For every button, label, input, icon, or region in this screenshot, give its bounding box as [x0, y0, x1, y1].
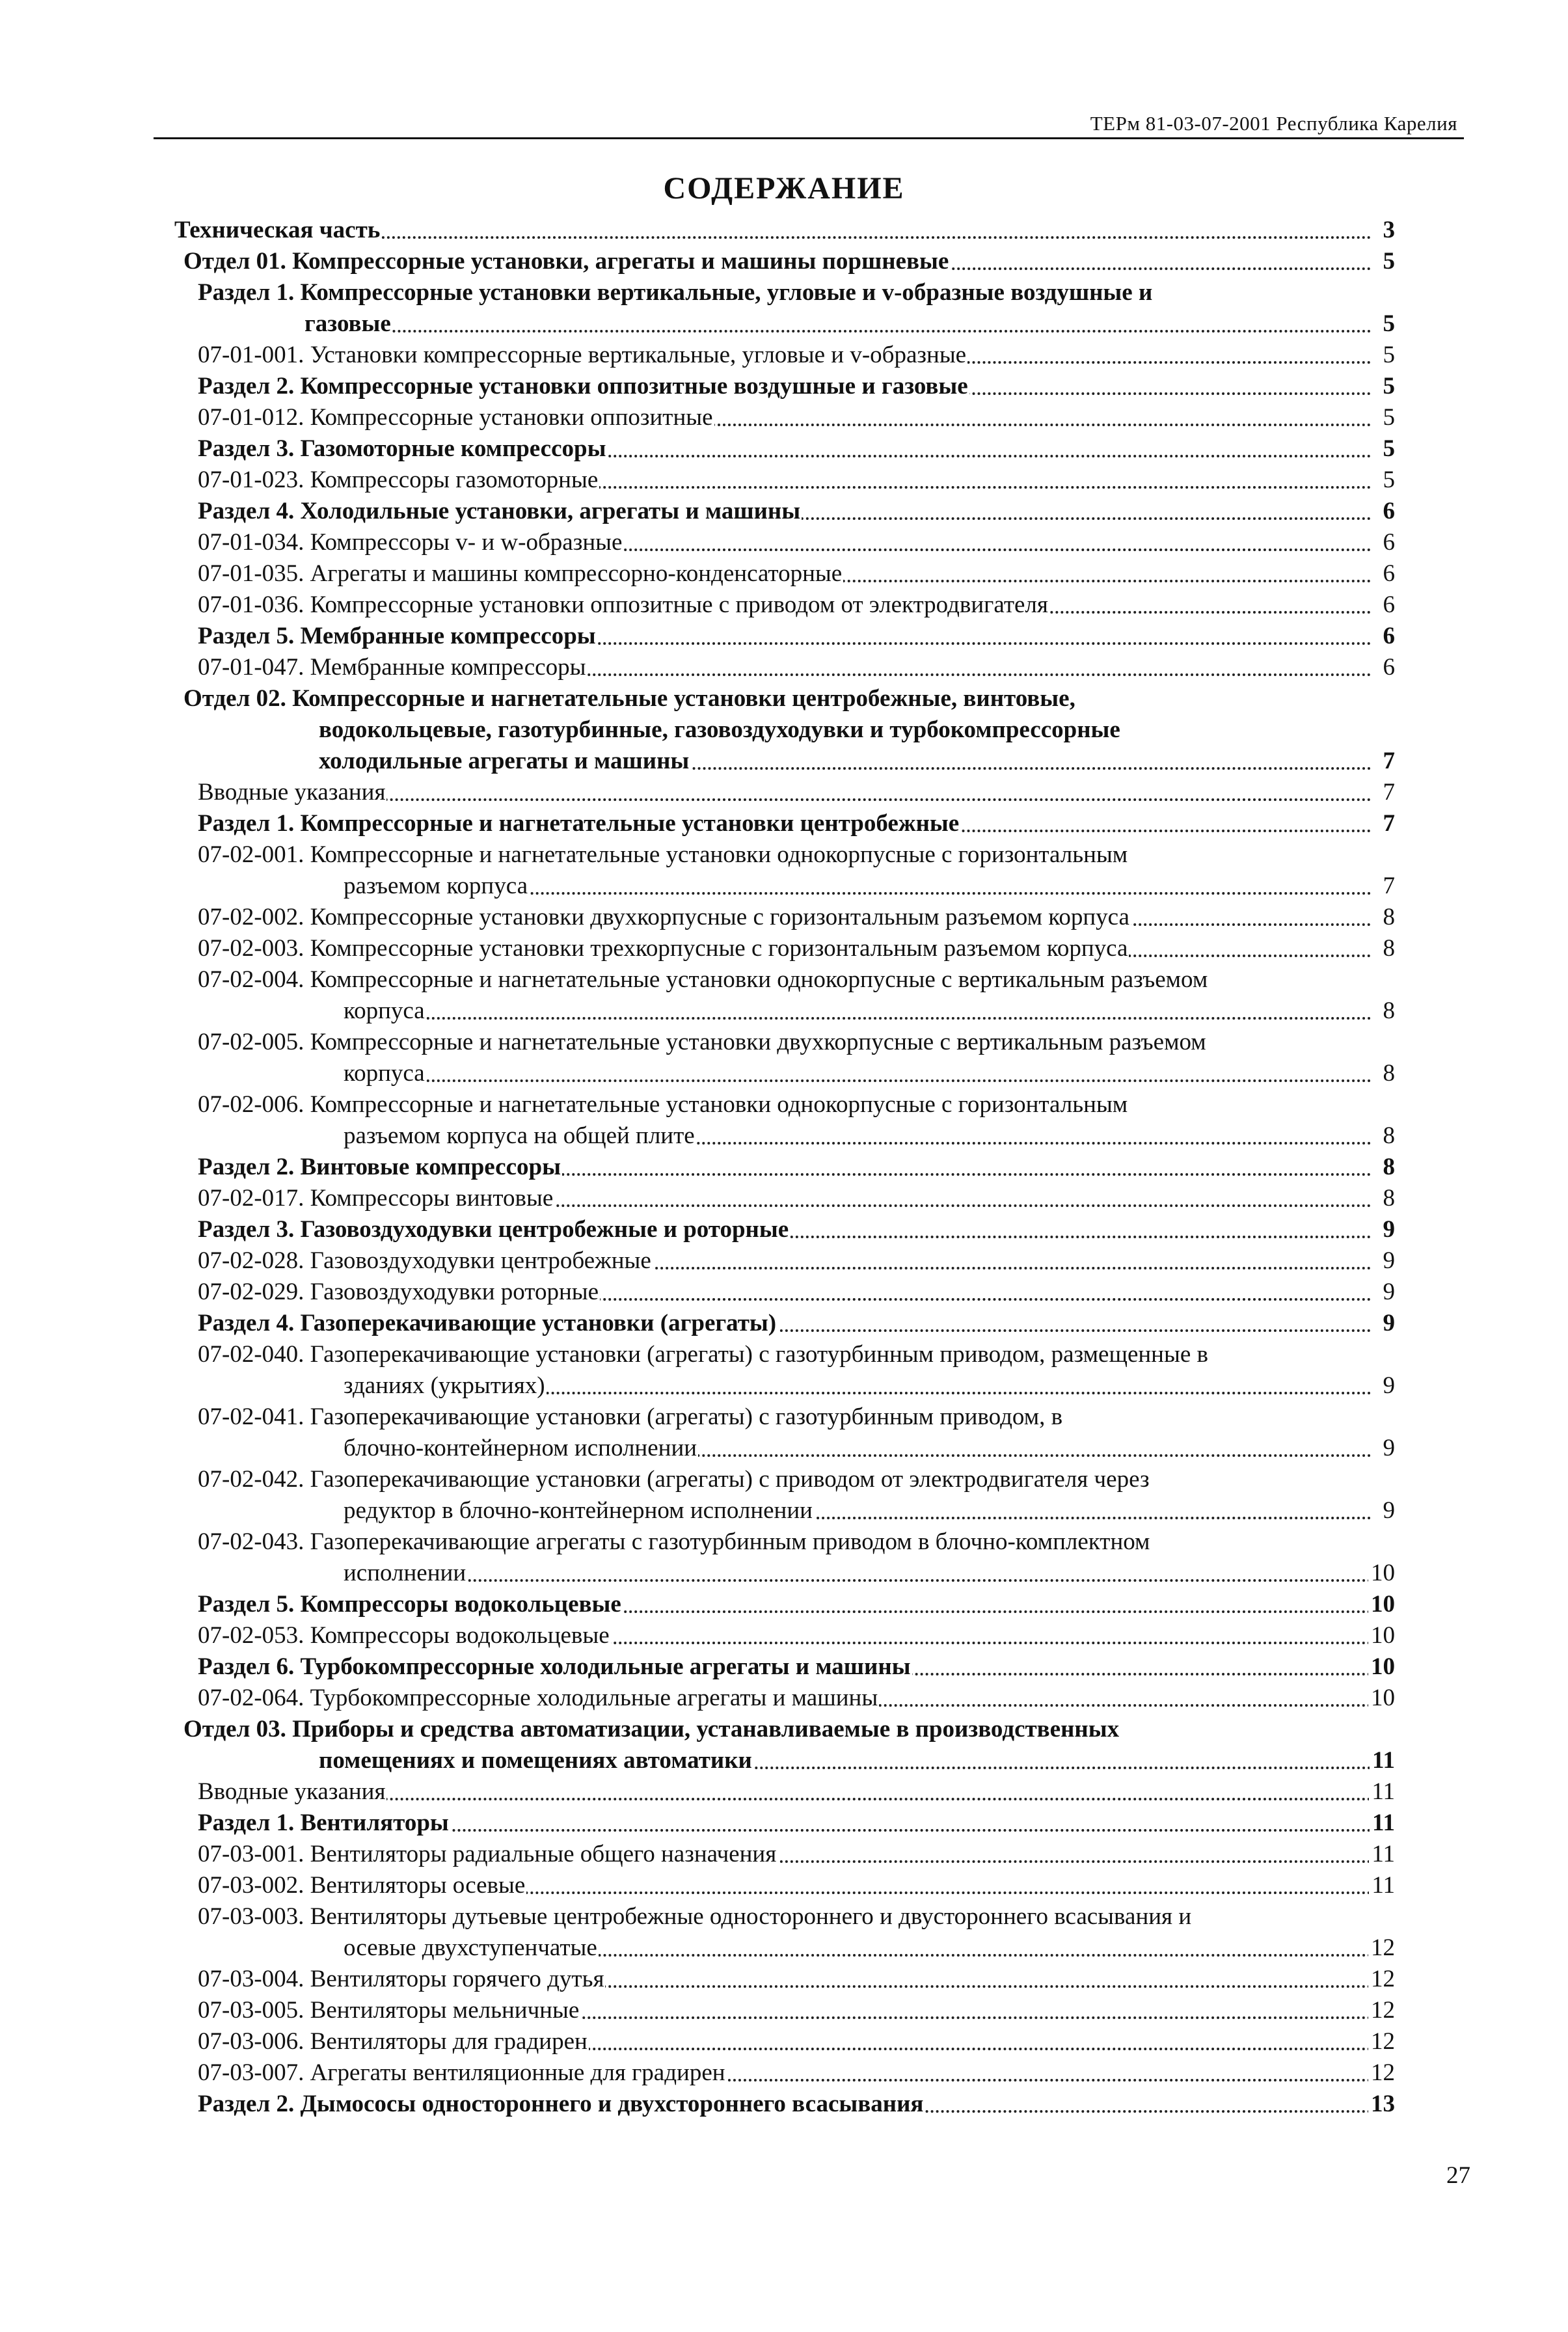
toc-entry: [0, 1308, 1568, 1339]
toc-entry-title: 07-02-004. Компрессорные и нагнетательные установки однокорпусные с вертикальным разъемом: [198, 966, 1208, 993]
toc-entry-title: 07-01-034. Компрессоры v- и w-образные: [198, 527, 623, 558]
toc-entry-page: 9: [1381, 1433, 1396, 1464]
toc-entry-page: 11: [1369, 1870, 1395, 1901]
toc-entry: [0, 402, 1568, 433]
toc-leader-dots: [344, 1558, 1372, 1589]
toc-entry: [0, 839, 1568, 871]
toc-leader-dots: [344, 1058, 1372, 1089]
toc-leader-dots: [344, 996, 1372, 1027]
toc-entry-title: 07-02-017. Компрессоры винтовые: [198, 1183, 554, 1214]
toc-entry: [0, 1808, 1568, 1839]
toc-entry: [0, 2026, 1568, 2057]
toc-entry-page: 10: [1368, 1558, 1395, 1589]
toc-entry: [0, 246, 1568, 277]
running-header: [154, 100, 1464, 139]
toc-entry-title: 07-03-001. Вентиляторы радиальные общего назначения: [198, 1839, 777, 1870]
toc-entry-page: 11: [1370, 1808, 1395, 1839]
toc-entry: [0, 1964, 1568, 1995]
toc-entry-title: Раздел 4. Газоперекачивающие установки (агрегаты): [198, 1308, 777, 1339]
toc-entry: [0, 1932, 1568, 1964]
toc-entry: [0, 714, 1568, 746]
toc-entry-title: Раздел 2. Винтовые компрессоры: [198, 1152, 562, 1183]
toc-entry-page: 5: [1381, 465, 1396, 496]
toc-entry: [0, 1683, 1568, 1714]
toc-entry-page: 8: [1381, 1058, 1396, 1089]
toc-entry: [0, 777, 1568, 808]
toc-entry-title: 07-02-042. Газоперекачивающие установки (агрегаты) с приводом от электродвигателя через: [198, 1466, 1150, 1493]
toc-entry-title: разъемом корпуса: [344, 871, 529, 902]
toc-entry-title: осевые двухступенчатые: [344, 1932, 599, 1964]
toc-entry: [0, 1776, 1568, 1808]
toc-entry: [0, 1339, 1568, 1370]
toc-entry-page: 7: [1381, 871, 1396, 902]
toc-entry: [0, 1558, 1568, 1589]
toc-entry-page: 11: [1369, 1839, 1395, 1870]
toc-entry-page: 7: [1381, 808, 1396, 839]
toc-entry-page: 6: [1381, 590, 1396, 621]
toc-entry-title: Отдел 01. Компрессорные установки, агрегаты и машины поршневые: [183, 246, 950, 277]
toc-entry-title: 07-02-029. Газовоздуходувки роторные: [198, 1277, 600, 1308]
toc-entry: [0, 277, 1568, 308]
toc-entry-page: 12: [1368, 1932, 1395, 1964]
toc-entry-title: Техническая часть: [174, 215, 381, 246]
toc-entry-page: 6: [1381, 496, 1396, 527]
toc-entry: [0, 871, 1568, 902]
toc-entry: [0, 1651, 1568, 1683]
toc-entry-title: 07-02-040. Газоперекачивающие установки (агрегаты) с газотурбинным приводом, размещенные в: [198, 1341, 1208, 1368]
toc-entry: [0, 1183, 1568, 1214]
toc-entry-title: 07-01-035. Агрегаты и машины компрессорно-конденсаторные: [198, 558, 843, 590]
toc-entry: [0, 1152, 1568, 1183]
toc-entry-title: 07-02-041. Газоперекачивающие установки (агрегаты) с газотурбинным приводом, в: [198, 1403, 1063, 1430]
toc-entry-title: 07-03-006. Вентиляторы для градирен: [198, 2026, 589, 2057]
toc-entry-title: 07-02-043. Газоперекачивающие агрегаты с газотурбинным приводом в блочно-комплектном: [198, 1528, 1150, 1555]
toc-entry-title: 07-03-002. Вентиляторы осевые: [198, 1870, 526, 1901]
toc-entry-page: 5: [1381, 340, 1396, 371]
toc-entry-page: 8: [1381, 933, 1396, 964]
toc-entry-title: помещениях и помещениях автоматики: [319, 1745, 753, 1776]
toc-entry-title: Раздел 2. Компрессорные установки оппозитные воздушные и газовые: [198, 371, 969, 402]
toc-entry: [0, 496, 1568, 527]
toc-entry-page: 6: [1381, 621, 1396, 652]
toc-entry: [0, 1245, 1568, 1277]
toc-entry-title: 07-03-005. Вентиляторы мельничные: [198, 1995, 580, 2026]
toc-entry-page: 12: [1368, 1964, 1395, 1995]
toc-entry-page: 7: [1381, 746, 1396, 777]
toc-entry-title: Отдел 02. Компрессорные и нагнетательные установки центробежные, винтовые,: [183, 685, 1075, 712]
toc-entry-page: 11: [1369, 1776, 1395, 1808]
toc-entry-title: Вводные указания: [198, 1776, 386, 1808]
toc-entry-title: водокольцевые, газотурбинные, газовоздуходувки и турбокомпрессорные: [319, 716, 1120, 743]
toc-entry-title: 07-02-028. Газовоздуходувки центробежные: [198, 1245, 653, 1277]
toc-entry-title: корпуса: [344, 1058, 426, 1089]
toc-entry-title: Отдел 03. Приборы и средства автоматизации, устанавливаемые в производственных: [183, 1716, 1120, 1742]
toc-entry: [0, 1870, 1568, 1901]
toc-entry: [0, 1027, 1568, 1058]
toc-entry-page: 3: [1381, 215, 1396, 246]
toc-entry: [0, 996, 1568, 1027]
toc-entry: [0, 902, 1568, 933]
toc-entry: [0, 1714, 1568, 1745]
toc-entry-title: 07-02-053. Компрессоры водокольцевые: [198, 1620, 611, 1651]
toc-entry-page: 12: [1368, 1995, 1395, 2026]
toc-entry-title: 07-02-064. Турбокомпрессорные холодильные агрегаты и машины: [198, 1683, 879, 1714]
toc-entry-title: холодильные агрегаты и машины: [319, 746, 690, 777]
toc-entry: [0, 2089, 1568, 2120]
toc-entry: [0, 1402, 1568, 1433]
toc-leader-dots: [304, 308, 1372, 340]
toc-entry-page: 6: [1381, 652, 1396, 683]
toc-entry: [0, 1214, 1568, 1245]
toc-entry: [0, 1620, 1568, 1651]
running-header-text: ТЕРм 81-03-07-2001 Республика Карелия: [1090, 112, 1457, 135]
toc-entry-title: 07-02-006. Компрессорные и нагнетательные установки однокорпусные с горизонтальным: [198, 1091, 1128, 1118]
toc-entry-title: Раздел 3. Газомоторные компрессоры: [198, 433, 607, 465]
toc-entry-title: 07-01-047. Мембранные компрессоры: [198, 652, 587, 683]
toc-entry-page: 8: [1381, 1120, 1396, 1152]
toc-entry: [0, 215, 1568, 246]
page-number: 27: [1446, 2162, 1470, 2189]
toc-entry-page: 8: [1381, 902, 1396, 933]
toc-entry: [0, 621, 1568, 652]
toc-entry-title: редуктор в блочно-контейнерном исполнении: [344, 1495, 814, 1526]
toc-entry-title: 07-02-005. Компрессорные и нагнетательные установки двухкорпусные с вертикальным разъемом: [198, 1029, 1206, 1055]
toc-entry-page: 12: [1368, 2057, 1395, 2089]
toc-entry-title: 07-02-002. Компрессорные установки двухкорпусные с горизонтальным разъемом корпуса: [198, 902, 1131, 933]
toc-entry: [0, 433, 1568, 465]
toc-entry-title: 07-03-003. Вентиляторы дутьевые центробежные одностороннего и двустороннего всасывания и: [198, 1903, 1192, 1930]
toc-entry-title: Раздел 1. Компрессорные установки вертикальные, угловые и v-образные воздушные и: [198, 279, 1153, 306]
toc-entry: [0, 683, 1568, 714]
toc-entry-title: 07-01-001. Установки компрессорные вертикальные, угловые и v-образные: [198, 340, 967, 371]
toc-entry-page: 5: [1381, 371, 1396, 402]
toc-entry: [0, 1495, 1568, 1526]
toc-entry-title: Раздел 4. Холодильные установки, агрегаты и машины: [198, 496, 802, 527]
toc-entry: [0, 1526, 1568, 1558]
toc-entry: [0, 1901, 1568, 1932]
toc-entry-page: 8: [1381, 1183, 1396, 1214]
toc-entry-page: 7: [1381, 777, 1396, 808]
toc-entry-title: 07-03-007. Агрегаты вентиляционные для градирен: [198, 2057, 727, 2089]
toc-entry: [0, 1120, 1568, 1152]
toc-entry: [0, 1089, 1568, 1120]
toc-entry: [0, 1277, 1568, 1308]
toc-entry-title: Вводные указания: [198, 777, 386, 808]
toc-entry-page: 10: [1368, 1620, 1395, 1651]
toc-entry-title: зданиях (укрытиях): [344, 1370, 547, 1402]
toc-entry-title: 07-02-001. Компрессорные и нагнетательные установки однокорпусные с горизонтальным: [198, 841, 1128, 868]
toc-entry-title: 07-01-012. Компрессорные установки оппозитные: [198, 402, 714, 433]
page-title: СОДЕРЖАНИЕ: [663, 171, 905, 206]
toc-entry-page: 9: [1381, 1245, 1396, 1277]
toc-entry: [0, 527, 1568, 558]
toc-entry: [0, 1433, 1568, 1464]
toc-entry: [0, 1745, 1568, 1776]
header-rule: [154, 137, 1464, 139]
toc-entry-page: 10: [1368, 1683, 1395, 1714]
table-of-contents: [0, 215, 1568, 2120]
toc-entry: [0, 1589, 1568, 1620]
toc-entry: [0, 590, 1568, 621]
toc-entry-title: Раздел 3. Газовоздуходувки центробежные и роторные: [198, 1214, 790, 1245]
toc-entry-page: 5: [1381, 402, 1396, 433]
toc-entry: [0, 1464, 1568, 1495]
toc-entry: [0, 340, 1568, 371]
toc-entry-title: 07-03-004. Вентиляторы горячего дутья: [198, 1964, 605, 1995]
toc-entry: [0, 465, 1568, 496]
toc-entry-title: корпуса: [344, 996, 426, 1027]
toc-entry-title: 07-02-003. Компрессорные установки трехкорпусные с горизонтальным разъемом корпуса: [198, 933, 1129, 964]
toc-entry-title: Раздел 1. Вентиляторы: [198, 1808, 450, 1839]
toc-entry: [0, 808, 1568, 839]
toc-entry: [0, 1839, 1568, 1870]
toc-entry-page: 13: [1368, 2089, 1395, 2120]
toc-entry-title: 07-01-023. Компрессоры газомоторные: [198, 465, 599, 496]
toc-entry-page: 6: [1381, 558, 1396, 590]
toc-entry-page: 9: [1381, 1308, 1396, 1339]
toc-entry-title: блочно-контейнерном исполнении: [344, 1433, 698, 1464]
toc-entry-title: Раздел 5. Компрессоры водокольцевые: [198, 1589, 623, 1620]
toc-entry-page: 5: [1381, 308, 1396, 340]
toc-entry: [0, 1995, 1568, 2026]
toc-entry: [0, 558, 1568, 590]
toc-entry: [0, 964, 1568, 996]
toc-entry-title: Раздел 2. Дымососы одностороннего и двухстороннего всасывания: [198, 2089, 925, 2120]
toc-entry-title: Раздел 1. Компрессорные и нагнетательные установки центробежные: [198, 808, 960, 839]
toc-entry: [0, 308, 1568, 340]
toc-entry-page: 11: [1370, 1745, 1395, 1776]
toc-entry: [0, 1370, 1568, 1402]
toc-entry-page: 9: [1381, 1277, 1396, 1308]
toc-entry-page: 6: [1381, 527, 1396, 558]
toc-entry-page: 9: [1381, 1495, 1396, 1526]
toc-entry-page: 12: [1368, 2026, 1395, 2057]
toc-entry-page: 8: [1381, 996, 1396, 1027]
toc-entry-page: 5: [1381, 433, 1396, 465]
toc-entry: [0, 652, 1568, 683]
toc-entry-title: Раздел 6. Турбокомпрессорные холодильные агрегаты и машины: [198, 1651, 912, 1683]
toc-entry-page: 9: [1381, 1214, 1396, 1245]
toc-entry-page: 5: [1381, 246, 1396, 277]
toc-entry-title: Раздел 5. Мембранные компрессоры: [198, 621, 597, 652]
toc-entry: [0, 746, 1568, 777]
toc-entry: [0, 2057, 1568, 2089]
toc-entry-title: газовые: [304, 308, 392, 340]
toc-entry-page: 10: [1368, 1651, 1395, 1683]
toc-entry: [0, 371, 1568, 402]
toc-entry-title: 07-01-036. Компрессорные установки оппозитные с приводом от электродвигателя: [198, 590, 1049, 621]
toc-entry-page: 10: [1368, 1589, 1395, 1620]
toc-entry-page: 9: [1381, 1370, 1396, 1402]
toc-entry: [0, 1058, 1568, 1089]
toc-entry-title: разъемом корпуса на общей плите: [344, 1120, 696, 1152]
toc-entry-title: исполнении: [344, 1558, 467, 1589]
toc-entry: [0, 933, 1568, 964]
toc-entry-page: 8: [1381, 1152, 1396, 1183]
